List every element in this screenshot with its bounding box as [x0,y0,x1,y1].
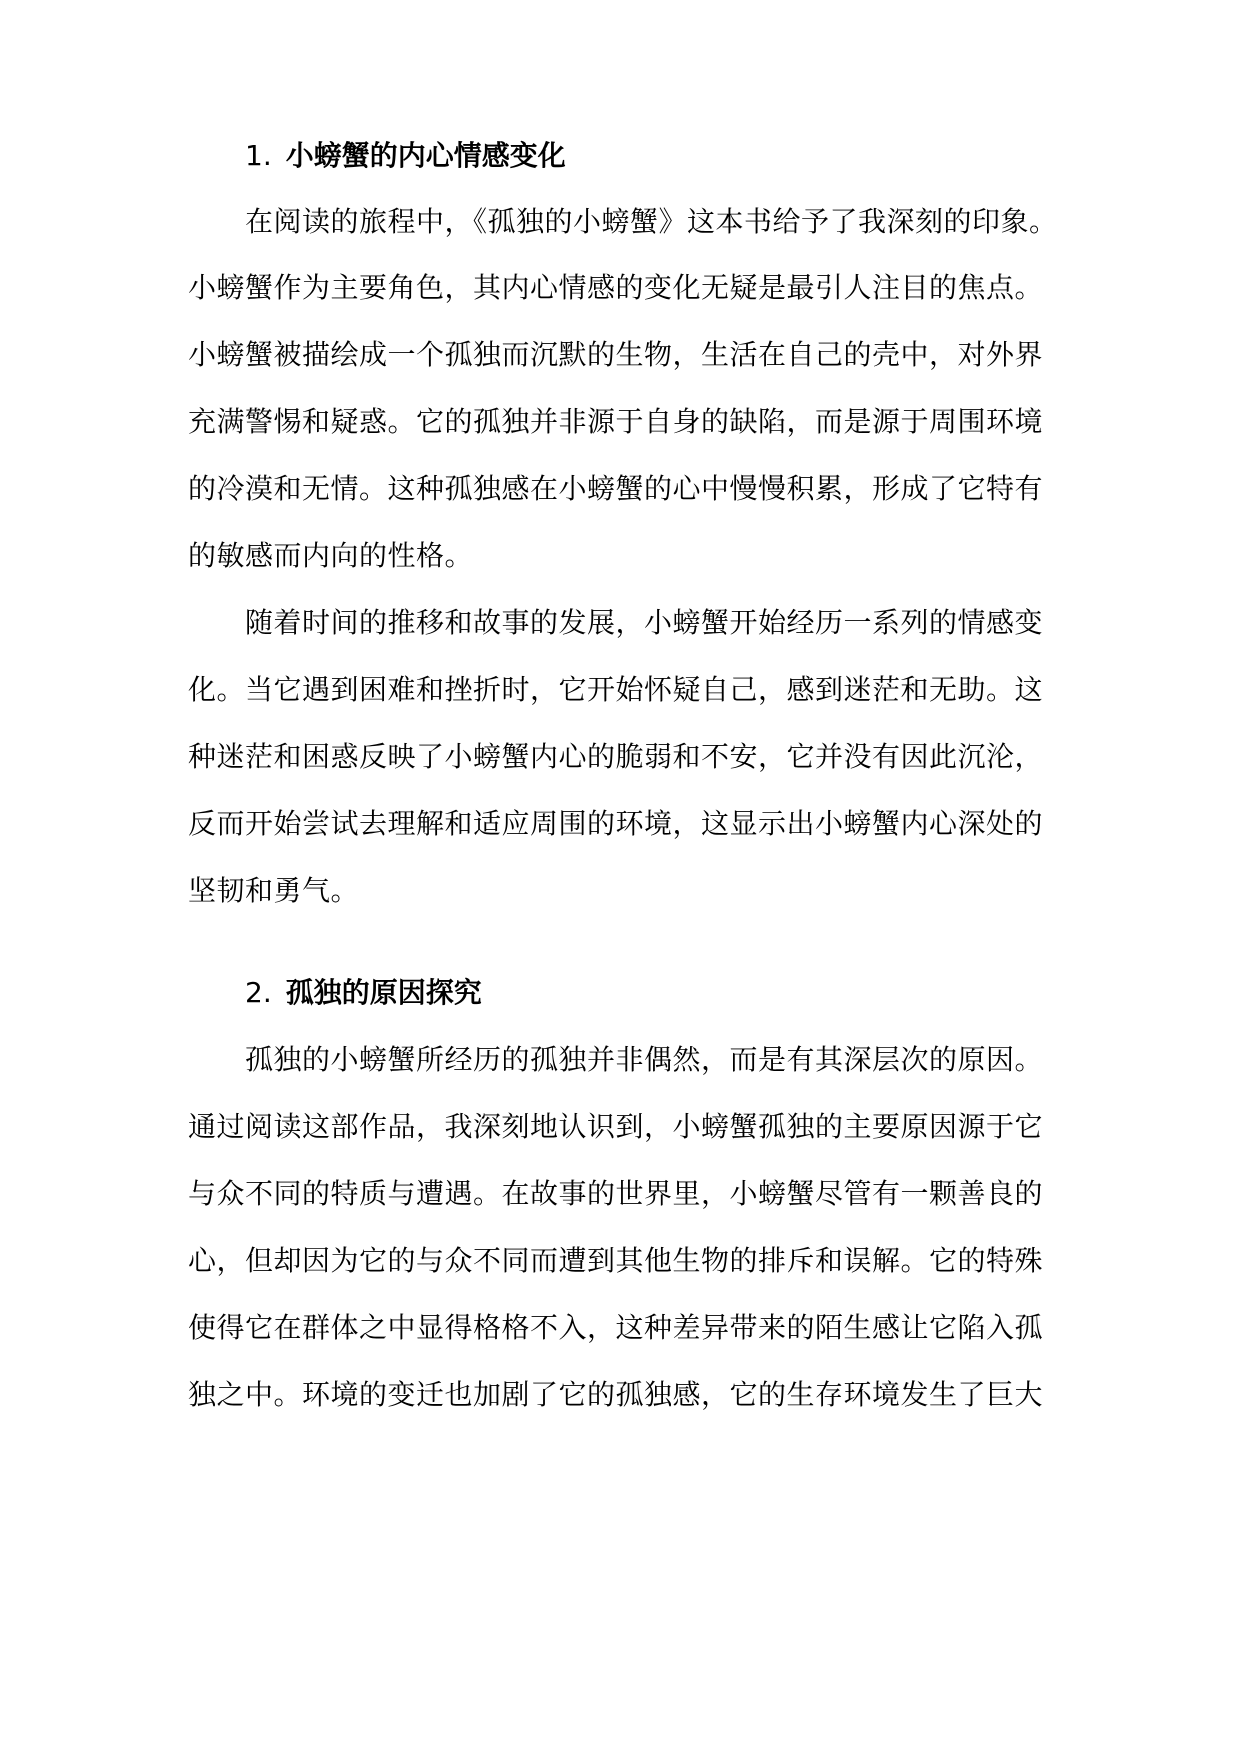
section-2-title: 孤独的原因探究 [285,976,482,1009]
paragraph-line: 通过阅读这部作品，我深刻地认识到，小螃蟹孤独的主要原因源于它 [188,1110,1044,1143]
section-2-number: 2. [245,976,272,1009]
paragraph-line: 孤独的小螃蟹所经历的孤独并非偶然，而是有其深层次的原因。 [245,1043,1044,1076]
paragraph-line: 坚韧和勇气。 [188,874,360,907]
paragraph-line: 随着时间的推移和故事的发展，小螃蟹开始经历一系列的情感变 [245,606,1044,639]
paragraph-line: 小螃蟹作为主要角色，其内心情感的变化无疑是最引人注目的焦点。 [188,271,1044,304]
section-1-heading [245,136,566,176]
paragraph-line: 在阅读的旅程中，《孤独的小螃蟹》这本书给予了我深刻的印象。 [245,205,1058,238]
paragraph-line: 小螃蟹被描绘成一个孤独而沉默的生物，生活在自己的壳中，对外界 [188,338,1044,371]
paragraph-line: 使得它在群体之中显得格格不入，这种差异带来的陌生感让它陷入孤 [188,1311,1044,1344]
paragraph-line: 化。当它遇到困难和挫折时，它开始怀疑自己，感到迷茫和无助。这 [188,673,1044,706]
paragraph-line: 独之中。环境的变迁也加剧了它的孤独感，它的生存环境发生了巨大 [188,1378,1044,1411]
paragraph-line: 种迷茫和困惑反映了小螃蟹内心的脆弱和不安，它并没有因此沉沦， [188,740,1044,773]
section-1-number: 1. [245,139,272,172]
paragraph-line: 的冷漠和无情。这种孤独感在小螃蟹的心中慢慢积累，形成了它特有 [188,472,1044,505]
paragraph-line: 心，但却因为它的与众不同而遭到其他生物的排斥和误解。它的特殊 [188,1244,1044,1277]
section-1-title: 小螃蟹的内心情感变化 [285,139,566,172]
paragraph-line: 的敏感而内向的性格。 [188,539,474,572]
paragraph-line: 充满警惕和疑惑。它的孤独并非源于自身的缺陷，而是源于周围环境 [188,405,1044,438]
paragraph-line: 与众不同的特质与遭遇。在故事的世界里，小螃蟹尽管有一颗善良的 [188,1177,1044,1210]
section-2-heading [245,973,482,1013]
paragraph-line: 反而开始尝试去理解和适应周围的环境，这显示出小螃蟹内心深处的 [188,807,1044,840]
